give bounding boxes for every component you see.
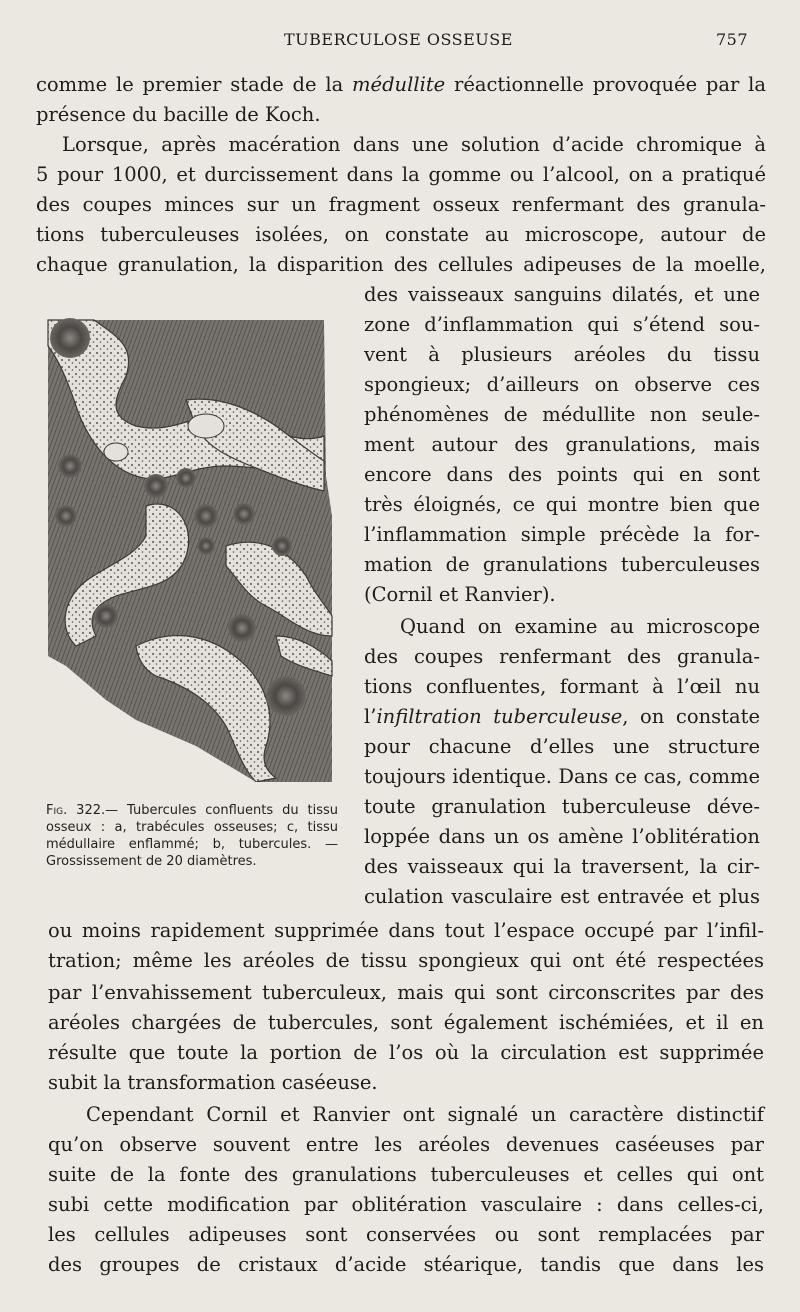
areola (104, 443, 128, 461)
text-line: ou moins rapidement supprimée dans tout l’espace occupé par l’infil- (48, 919, 764, 942)
text-line: chaque granulation, la disparition des cellules adipeuses de la moelle, (36, 253, 766, 276)
text-line: des groupes de cristaux d’acide stéarique, tandis que dans les (48, 1253, 764, 1276)
tubercle (228, 614, 256, 642)
text-line: tration; même les aréoles de tissu spongieux qui ont été respectées (48, 949, 764, 972)
text-line: tions confluentes, formant à l’œil nu (364, 675, 760, 698)
text-line: vent à plusieurs aréoles du tissu (364, 343, 760, 366)
tubercle (233, 503, 255, 525)
illustration-drawing (46, 316, 334, 782)
tubercle (55, 505, 77, 527)
text-line: culation vasculaire est entravée et plus (364, 885, 760, 908)
text-line: les cellules adipeuses sont conservées ou sont remplacées par (48, 1223, 764, 1246)
text-line: l’infiltration tuberculeuse, on constate (364, 705, 760, 728)
text-line: des vaisseaux qui la traversent, la cir- (364, 855, 760, 878)
text-line: suite de la fonte des granulations tuberculeuses et celles qui ont (48, 1163, 764, 1186)
text-line: Cependant Cornil et Ranvier ont signalé un caractère distinctif (86, 1103, 764, 1126)
tubercle (272, 536, 292, 556)
bone-tissue-illustration (46, 316, 334, 782)
text-line: spongieux; d’ailleurs on observe ces (364, 373, 760, 396)
tubercle (197, 537, 215, 555)
emphasis-medullite: médullite (352, 73, 446, 96)
text-line: toujours identique. Dans ce cas, comme (364, 765, 760, 788)
text-line: résulte que toute la portion de l’os où la circulation est supprimée (48, 1041, 764, 1064)
page-number: 757 (716, 30, 749, 49)
running-header (0, 30, 800, 54)
areola (188, 414, 224, 438)
text-line: des coupes renfermant des granula- (364, 645, 760, 668)
text-line: ment autour des granulations, mais (364, 433, 760, 456)
text-line: (Cornil et Ranvier). (364, 583, 556, 606)
text-line: phénomènes de médullite non seule- (364, 403, 760, 426)
text-line: l’inflammation simple précède la for- (364, 523, 760, 546)
text-line: mation de granulations tuberculeuses (364, 553, 760, 576)
text-line: loppée dans un os amène l’oblitération (364, 825, 760, 848)
text-line: encore dans des points qui en sont (364, 463, 760, 486)
text-line: subit la transformation caséeuse. (48, 1071, 378, 1094)
text-line: comme le premier stade de la médullite réactionnelle provoquée par la (36, 73, 767, 96)
tubercle (194, 504, 218, 528)
text-line: Quand on examine au microscope (400, 615, 760, 638)
running-title: TUBERCULOSE OSSEUSE (284, 30, 513, 49)
text-line: aréoles chargées de tubercules, sont également ischémiées, et il en (48, 1011, 764, 1034)
tubercle (266, 676, 306, 716)
text-line: par l’envahissement tuberculeux, mais qui sont circonscrites par des (48, 981, 764, 1004)
text-line: des vaisseaux sanguins dilatés, et une (364, 283, 760, 306)
text-line: zone d’inflammation qui s’étend sou- (364, 313, 760, 336)
figure-label: Fig. 322. (46, 803, 106, 818)
text-line: présence du bacille de Koch. (36, 103, 321, 126)
tubercle (176, 468, 196, 488)
text-line: tions tuberculeuses isolées, on constate au microscope, autour de (36, 223, 766, 246)
text-line: 5 pour 1000, et durcissement dans la gomme ou l’alcool, on a pratiqué (36, 163, 766, 186)
text-line: toute granulation tuberculeuse déve- (364, 795, 760, 818)
text-line: Lorsque, après macération dans une solution d’acide chromique à (62, 133, 766, 156)
figure-caption (46, 802, 338, 870)
text-line: qu’on observe souvent entre les aréoles devenues caséeuses par (48, 1133, 764, 1156)
tubercle (94, 604, 118, 628)
tubercle (144, 474, 168, 498)
text-line: subi cette modification par oblitération vasculaire : dans celles-ci, (48, 1193, 764, 1216)
text-line: très éloignés, ce qui montre bien que (364, 493, 760, 516)
tubercle (50, 318, 90, 358)
emphasis-infiltration: infiltration tuberculeuse (376, 705, 623, 728)
text-line: pour chacune d’elles une structure (364, 735, 760, 758)
figure-caption-text: — Tubercules confluents du tissu osseux : a, trabécules osseuses; c, tissu médullaire enflammé; b, tubercules. — Grossissement de 20 diamètres. (46, 803, 338, 869)
tubercle (58, 454, 82, 478)
text-line: des coupes minces sur un fragment osseux renfermant des granula- (36, 193, 766, 216)
